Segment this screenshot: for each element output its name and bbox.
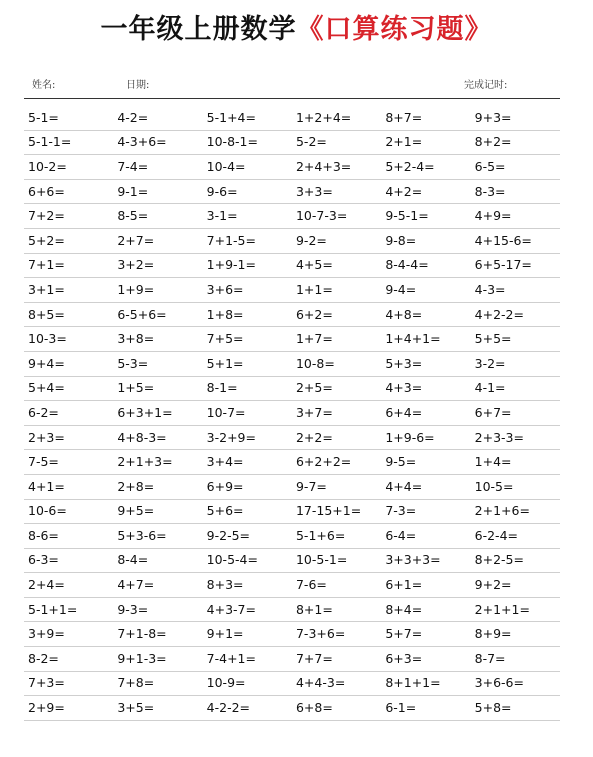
problem-cell: 2+4+3= <box>295 158 352 174</box>
problem-row <box>24 647 560 672</box>
problem-cell: 9-4= <box>385 281 417 297</box>
problem-cell: 3+8= <box>117 331 155 347</box>
problem-cell: 6+7= <box>474 404 512 420</box>
problem-cell: 7+1-8= <box>117 626 167 642</box>
problem-cell: 8+2-5= <box>474 552 524 568</box>
problem-row <box>24 401 560 426</box>
problem-cell: 6-1= <box>385 700 417 716</box>
problem-cell: 6-5= <box>474 158 506 174</box>
problem-cell: 4+9= <box>474 208 512 224</box>
problem-cell: 9+5= <box>117 503 155 519</box>
problem-cell: 7-4+1= <box>206 650 256 666</box>
worksheet-header <box>24 76 572 96</box>
problem-row <box>24 573 560 598</box>
problem-cell: 6+3= <box>385 650 423 666</box>
problem-cell: 2+9= <box>28 700 65 716</box>
problem-cell: 2+8= <box>117 478 155 494</box>
problem-cell: 8+4= <box>385 601 423 617</box>
problem-row <box>24 475 560 500</box>
problem-cell: 4-2= <box>117 109 149 125</box>
problem-cell: 2+5= <box>295 380 333 396</box>
problem-cell: 6+3+1= <box>117 404 173 420</box>
problem-cell: 17-15+1= <box>295 503 362 519</box>
problem-cell: 4+3= <box>385 380 423 396</box>
problem-cell: 7-3= <box>385 503 417 519</box>
problem-cell: 2+2= <box>295 429 333 445</box>
problem-cell: 9+1-3= <box>117 650 167 666</box>
problem-cell: 4-3+6= <box>117 134 167 150</box>
problem-cell: 9-2-5= <box>206 527 251 543</box>
problem-cell: 9-1= <box>117 183 149 199</box>
problem-cell: 7+3= <box>28 675 65 691</box>
problem-row <box>24 106 560 131</box>
problem-cell: 8-3= <box>474 183 506 199</box>
problem-cell: 1+2+4= <box>295 109 352 125</box>
problem-cell: 4+15-6= <box>474 232 532 248</box>
problem-cell: 3-1= <box>206 208 238 224</box>
problem-cell: 10-5-1= <box>295 552 348 568</box>
problem-cell: 5+6= <box>206 503 244 519</box>
problem-cell: 2+1= <box>385 134 423 150</box>
problem-cell: 3-2+9= <box>206 429 256 445</box>
problem-cell: 10-7-3= <box>295 208 348 224</box>
problem-row <box>24 155 560 180</box>
problem-cell: 5+5= <box>474 331 512 347</box>
problem-row <box>24 180 560 205</box>
problem-cell: 5-1-1= <box>28 134 72 150</box>
problem-cell: 7-3+6= <box>295 626 346 642</box>
problem-cell: 9+4= <box>28 355 65 371</box>
problem-cell: 1+9-1= <box>206 257 256 273</box>
problem-cell: 9-3= <box>117 601 149 617</box>
problem-cell: 5+3-6= <box>117 527 167 543</box>
problem-cell: 2+1+6= <box>474 503 530 519</box>
problem-row <box>24 229 560 254</box>
problem-cell: 8+7= <box>385 109 423 125</box>
problem-row <box>24 254 560 279</box>
problem-row <box>24 303 560 328</box>
problem-cell: 4-2-2= <box>206 700 251 716</box>
problem-row <box>24 278 560 303</box>
problem-cell: 1+8= <box>206 306 244 322</box>
problem-row <box>24 426 560 451</box>
problem-cell: 9-5-1= <box>385 208 429 224</box>
problem-cell: 3-2= <box>474 355 506 371</box>
problem-cell: 6-2= <box>28 404 59 420</box>
problem-cell: 5+2= <box>28 232 65 248</box>
problem-cell: 1+9= <box>117 281 155 297</box>
problem-cell: 3+2= <box>117 257 155 273</box>
problem-cell: 10-3= <box>28 331 67 347</box>
problem-cell: 7+5= <box>206 331 244 347</box>
problem-cell: 10-4= <box>206 158 246 174</box>
problem-row <box>24 500 560 525</box>
problem-cell: 5+3= <box>385 355 423 371</box>
problem-cell: 9-8= <box>385 232 417 248</box>
problem-row <box>24 696 560 721</box>
problem-cell: 1+4+1= <box>385 331 441 347</box>
problem-cell: 5+2-4= <box>385 158 435 174</box>
problem-cell: 9-7= <box>295 478 327 494</box>
problem-cell: 3+4= <box>206 454 244 470</box>
problem-cell: 1+9-6= <box>385 429 435 445</box>
problem-cell: 7+8= <box>117 675 155 691</box>
problem-cell: 7-5= <box>28 454 59 470</box>
problem-cell: 4+4-3= <box>295 675 346 691</box>
problem-cell: 9+2= <box>474 577 512 593</box>
problem-cell: 3+1= <box>28 281 65 297</box>
problem-cell: 4-3= <box>474 281 506 297</box>
problem-cell: 6+2= <box>295 306 333 322</box>
problem-cell: 4+8-3= <box>117 429 167 445</box>
problem-cell: 5-1+4= <box>206 109 256 125</box>
problem-cell: 4+3-7= <box>206 601 256 617</box>
problem-row <box>24 131 560 156</box>
problem-cell: 8+1= <box>295 601 333 617</box>
problem-cell: 6+8= <box>295 700 333 716</box>
problem-cell: 6+6= <box>28 183 65 199</box>
problem-cell: 8+5= <box>28 306 65 322</box>
problem-cell: 9+3= <box>474 109 512 125</box>
problem-cell: 2+4= <box>28 577 65 593</box>
problem-cell: 6-4= <box>385 527 417 543</box>
name-label: 姓名: <box>32 80 56 91</box>
problem-cell: 8-1= <box>206 380 238 396</box>
problem-cell: 8+2= <box>474 134 512 150</box>
problem-row <box>24 598 560 623</box>
problem-cell: 2+7= <box>117 232 155 248</box>
problem-cell: 3+7= <box>295 404 333 420</box>
problem-cell: 5+8= <box>474 700 512 716</box>
worksheet-title <box>0 10 593 50</box>
problem-cell: 3+5= <box>117 700 155 716</box>
problem-row <box>24 327 560 352</box>
problem-cell: 10-2= <box>28 158 67 174</box>
problem-cell: 9-2= <box>295 232 327 248</box>
problem-cell: 10-5-4= <box>206 552 258 568</box>
problem-cell: 7+1= <box>28 257 65 273</box>
problem-cell: 9+1= <box>206 626 244 642</box>
completion-time-label: 完成记时: <box>464 80 508 91</box>
problem-cell: 3+3+3= <box>385 552 441 568</box>
problem-cell: 7-6= <box>295 577 327 593</box>
problem-cell: 7+1-5= <box>206 232 256 248</box>
problem-row <box>24 377 560 402</box>
problem-cell: 6+1= <box>385 577 423 593</box>
problem-cell: 5-3= <box>117 355 149 371</box>
date-label: 日期: <box>126 80 150 91</box>
problem-cell: 7+7= <box>295 650 333 666</box>
problem-cell: 8-7= <box>474 650 506 666</box>
problem-cell: 10-8-1= <box>206 134 258 150</box>
problem-cell: 2+1+1= <box>474 601 530 617</box>
problem-cell: 8+9= <box>474 626 512 642</box>
title-exercise-name: 《口算练习题》 <box>296 14 493 45</box>
problem-grid <box>24 106 560 721</box>
problem-cell: 8-4= <box>117 552 149 568</box>
problem-cell: 5+1= <box>206 355 244 371</box>
problem-cell: 3+6= <box>206 281 244 297</box>
problem-cell: 5+7= <box>385 626 423 642</box>
problem-cell: 8-5= <box>117 208 149 224</box>
problem-cell: 8+3= <box>206 577 244 593</box>
problem-cell: 4+1= <box>28 478 65 494</box>
problem-cell: 6+5-17= <box>474 257 532 273</box>
problem-cell: 4-1= <box>474 380 506 396</box>
problem-cell: 6+4= <box>385 404 423 420</box>
problem-cell: 2+3= <box>28 429 65 445</box>
problem-cell: 8+1+1= <box>385 675 441 691</box>
problem-cell: 2+3-3= <box>474 429 524 445</box>
problem-cell: 5-1+6= <box>295 527 346 543</box>
problem-cell: 9-5= <box>385 454 417 470</box>
problem-cell: 3+3= <box>295 183 333 199</box>
problem-cell: 5-1+1= <box>28 601 78 617</box>
problem-cell: 1+4= <box>474 454 512 470</box>
problem-cell: 5-2= <box>295 134 327 150</box>
problem-cell: 8-4-4= <box>385 257 429 273</box>
problem-cell: 7+2= <box>28 208 65 224</box>
problem-cell: 2+1+3= <box>117 454 173 470</box>
problem-cell: 8-6= <box>28 527 59 543</box>
problem-row <box>24 672 560 697</box>
problem-row <box>24 450 560 475</box>
problem-cell: 6+2+2= <box>295 454 352 470</box>
problem-cell: 3+6-6= <box>474 675 524 691</box>
problem-row <box>24 204 560 229</box>
problem-cell: 10-7= <box>206 404 246 420</box>
problem-cell: 10-5= <box>474 478 514 494</box>
problem-cell: 1+5= <box>117 380 155 396</box>
problem-cell: 6-3= <box>28 552 59 568</box>
problem-cell: 10-9= <box>206 675 246 691</box>
problem-cell: 4+5= <box>295 257 333 273</box>
header-divider <box>24 98 560 99</box>
title-grade-subject: 一年级上册数学 <box>100 14 297 45</box>
problem-cell: 1+7= <box>295 331 333 347</box>
problem-cell: 4+2= <box>385 183 423 199</box>
problem-cell: 8-2= <box>28 650 59 666</box>
problem-cell: 6-5+6= <box>117 306 167 322</box>
problem-row <box>24 549 560 574</box>
problem-cell: 6-2-4= <box>474 527 518 543</box>
problem-cell: 7-4= <box>117 158 149 174</box>
problem-cell: 3+9= <box>28 626 65 642</box>
problem-cell: 10-8= <box>295 355 335 371</box>
problem-row <box>24 622 560 647</box>
problem-cell: 4+4= <box>385 478 423 494</box>
problem-cell: 10-6= <box>28 503 67 519</box>
problem-row <box>24 352 560 377</box>
problem-cell: 4+2-2= <box>474 306 524 322</box>
problem-cell: 4+8= <box>385 306 423 322</box>
problem-cell: 5-1= <box>28 109 59 125</box>
problem-cell: 6+9= <box>206 478 244 494</box>
problem-cell: 9-6= <box>206 183 238 199</box>
problem-cell: 4+7= <box>117 577 155 593</box>
problem-cell: 5+4= <box>28 380 65 396</box>
problem-row <box>24 524 560 549</box>
problem-cell: 1+1= <box>295 281 333 297</box>
